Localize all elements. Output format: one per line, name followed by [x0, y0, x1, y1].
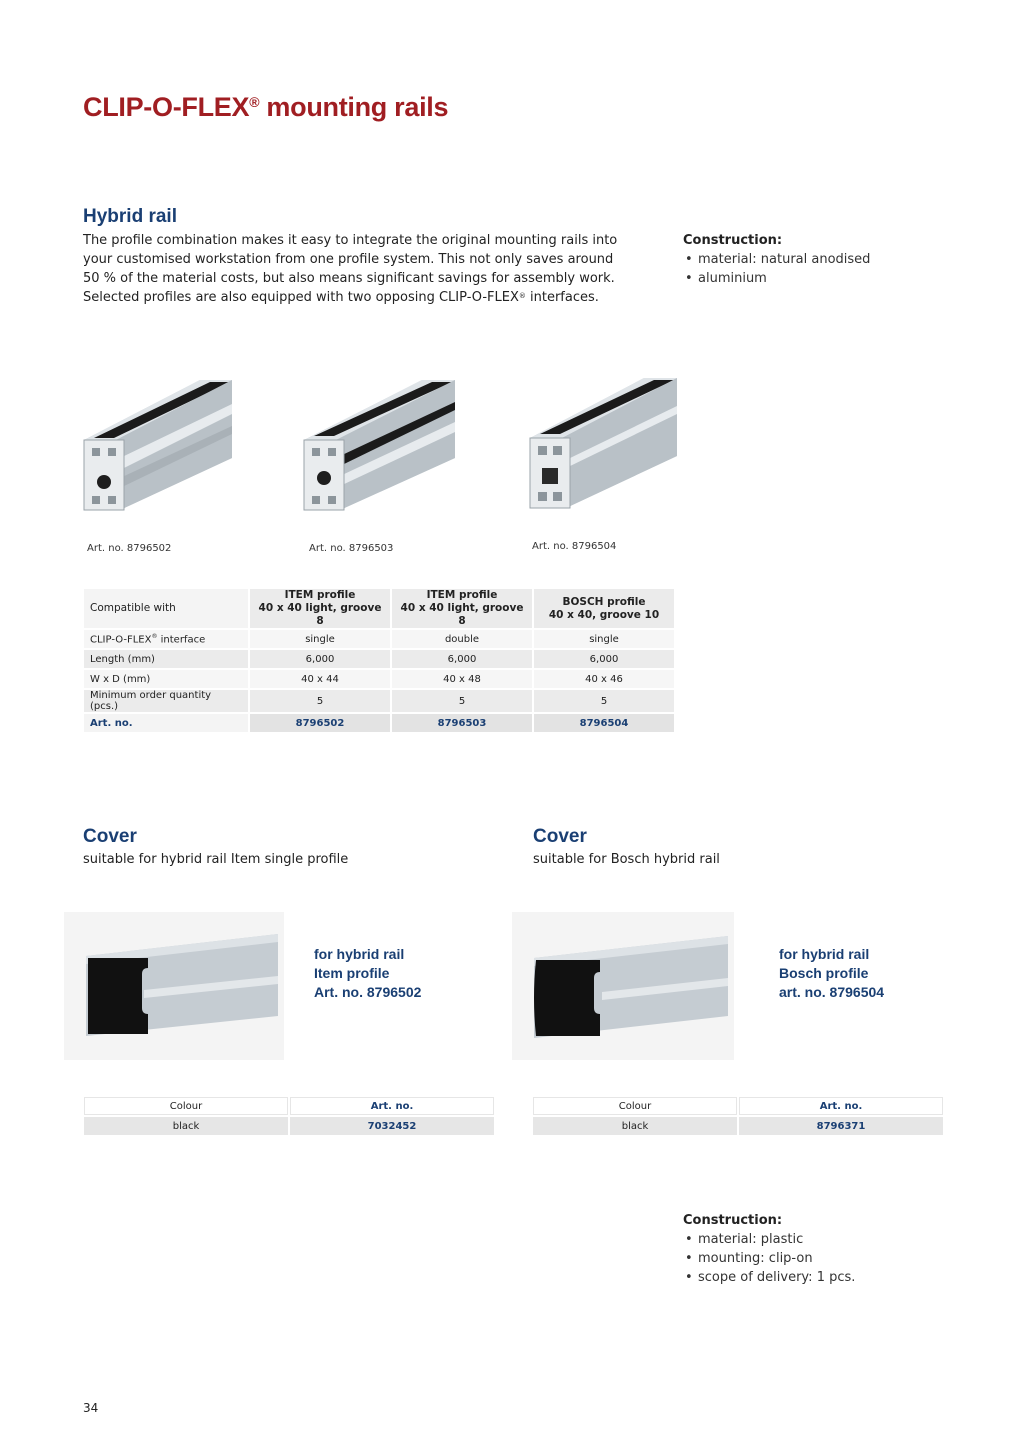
table-cell: 5 [534, 690, 674, 712]
table-cell: black [533, 1117, 737, 1135]
table-cell: 8796504 [534, 714, 674, 732]
cover-image-bosch [512, 912, 734, 1060]
table-cell: double [392, 630, 532, 648]
construction-title: Construction: [683, 1213, 783, 1228]
table-cell: 40 x 46 [534, 670, 674, 688]
profile-caption: Art. no. 8796502 [87, 543, 172, 554]
cover-subtitle: suitable for hybrid rail Item single profile [83, 852, 349, 867]
column-header: ITEM profile 40 x 40 light, groove 8 [250, 589, 390, 628]
row-label: Length (mm) [84, 650, 248, 668]
cover-note: for hybrid rail Item profile Art. no. 8796502 [314, 946, 422, 1000]
table-cell: 7032452 [290, 1117, 494, 1135]
row-label: Art. no. [84, 714, 248, 732]
table-row [84, 714, 674, 732]
table-header-row [84, 1097, 494, 1115]
row-label: CLIP-O-FLEX® interface [84, 630, 248, 648]
cover-colour-table [531, 1095, 945, 1137]
table-cell: 40 x 44 [250, 670, 390, 688]
row-label: Compatible with [84, 589, 248, 628]
hybrid-rail-description: The profile combination makes it easy to integrate the original mounting rails into your customised workstation from one profile system. This not only saves around 50 % of the material costs, but also means significant savings for assembly work. Selected profiles are also equipped with two opposing CLIP-O-FLEX® interfaces. [83, 233, 618, 305]
row-label: Minimum order quantity (pcs.) [84, 690, 248, 712]
construction-block-cover [683, 1213, 855, 1287]
profile-caption: Art. no. 8796504 [532, 541, 617, 552]
construction-item: • material: natural anodised [683, 250, 870, 269]
column-header: Art. no. [290, 1097, 494, 1115]
column-header: BOSCH profile 40 x 40, groove 10 [534, 589, 674, 628]
construction-item: • aluminium [683, 269, 870, 288]
construction-item: • mounting: clip-on [683, 1249, 855, 1268]
construction-item: • scope of delivery: 1 pcs. [683, 1268, 855, 1287]
table-cell: 8796503 [392, 714, 532, 732]
table-cell: 6,000 [392, 650, 532, 668]
table-row [84, 670, 674, 688]
table-cell: 5 [250, 690, 390, 712]
construction-title: Construction: [683, 233, 783, 248]
table-row [84, 1117, 494, 1135]
cover-note: for hybrid rail Bosch profile art. no. 8796504 [779, 946, 885, 1000]
construction-item: • material: plastic [683, 1230, 855, 1249]
table-row [84, 630, 674, 648]
table-cell: single [250, 630, 390, 648]
page-title: CLIP-O-FLEX® mounting rails [83, 92, 449, 122]
cover-heading: Cover [533, 826, 587, 847]
column-header: Art. no. [739, 1097, 943, 1115]
construction-block-rail [683, 233, 870, 288]
profile-image-8796503 [300, 378, 458, 513]
table-header-row [533, 1097, 943, 1115]
cover-heading: Cover [83, 826, 137, 847]
table-row [84, 690, 674, 712]
profile-image-8796504 [526, 376, 680, 512]
page-number: 34 [83, 1401, 99, 1415]
cover-colour-table [82, 1095, 496, 1137]
cover-image-item [64, 912, 284, 1060]
table-cell: 6,000 [534, 650, 674, 668]
table-cell: 8796371 [739, 1117, 943, 1135]
table-header-row [84, 589, 674, 628]
hybrid-rail-spec-table [82, 587, 676, 734]
table-cell: 5 [392, 690, 532, 712]
table-cell: black [84, 1117, 288, 1135]
column-header: ITEM profile 40 x 40 light, groove 8 [392, 589, 532, 628]
column-header: Colour [84, 1097, 288, 1115]
table-cell: 6,000 [250, 650, 390, 668]
table-row [84, 650, 674, 668]
profile-caption: Art. no. 8796503 [309, 543, 394, 554]
row-label: W x D (mm) [84, 670, 248, 688]
table-cell: 40 x 48 [392, 670, 532, 688]
table-row [533, 1117, 943, 1135]
cover-subtitle: suitable for Bosch hybrid rail [533, 852, 720, 867]
table-cell: single [534, 630, 674, 648]
hybrid-rail-heading: Hybrid rail [83, 206, 177, 227]
profile-image-8796502 [80, 378, 235, 513]
table-cell: 8796502 [250, 714, 390, 732]
column-header: Colour [533, 1097, 737, 1115]
